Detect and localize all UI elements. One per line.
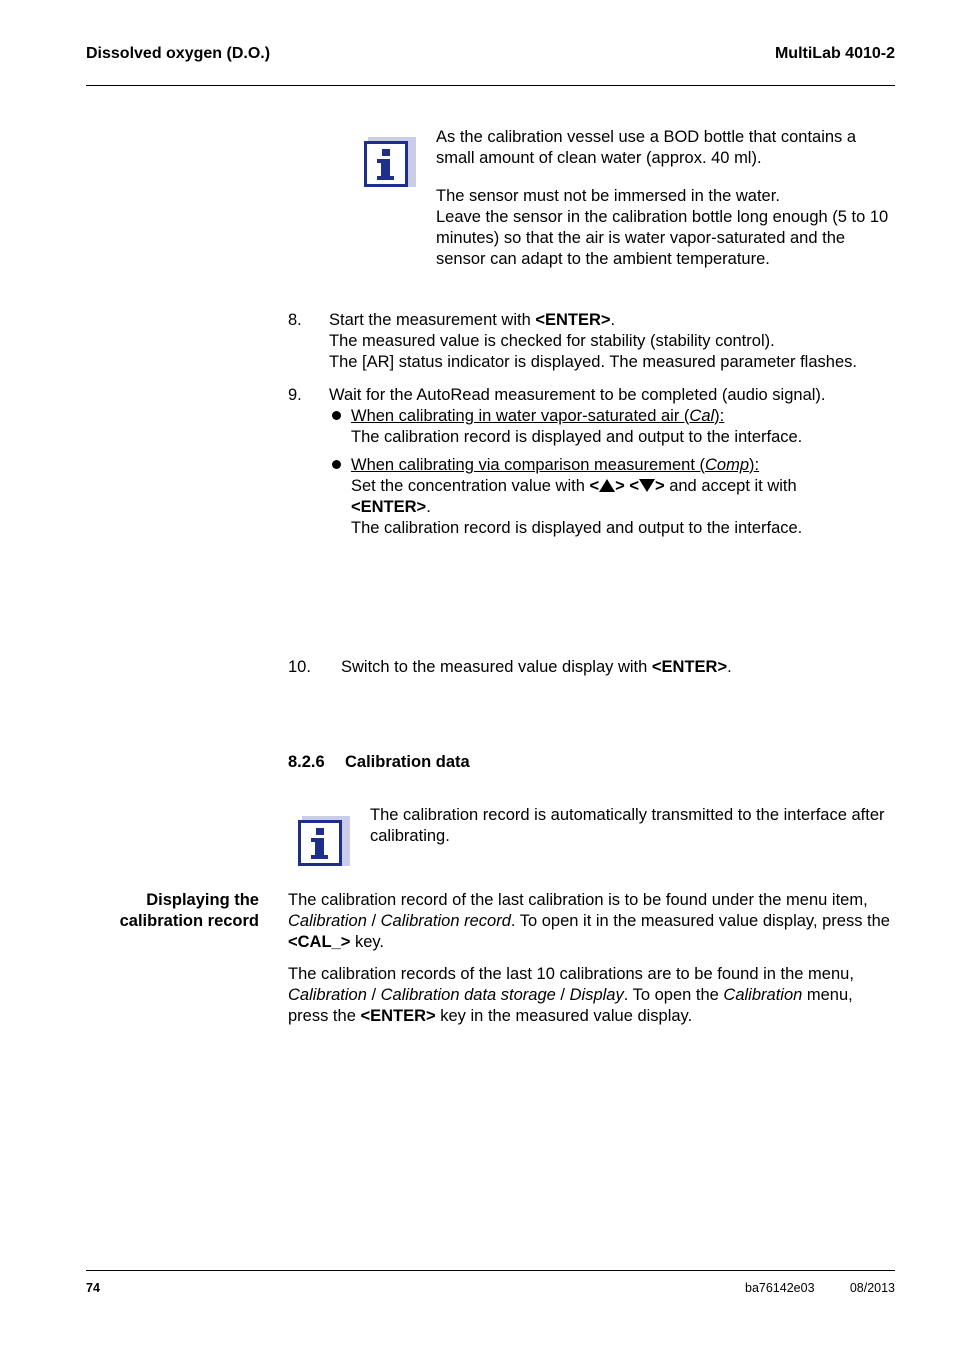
step-number: 8. [288, 311, 302, 329]
enter-key: <ENTER> [360, 1007, 436, 1025]
bullet-comp: When calibrating via comparison measurement (Comp): Set the concentration value with < > < > and accept it with <ENTER>. The calibration record is displayed and output to the interface. [351, 456, 803, 537]
info-note-calibration-record: The calibration record is automatically transmitted to the interface after calibrating. [370, 806, 885, 845]
menu-item: Calibration data storage [380, 986, 556, 1004]
arrow-down-icon [639, 479, 655, 492]
menu-item: Calibration record [380, 912, 511, 930]
note-paragraph: Leave the sensor in the calibration bottle long enough (5 to 10 minutes) so that the air is water vapor-saturated and the sensor can adapt to the ambient temperature. [436, 208, 889, 268]
paragraph-calibration-storage: The calibration records of the last 10 calibrations are to be found in the menu, Calibration / Calibration data storage / Display. To open the Calibration menu, press the <ENTER> key in the measured value display. [288, 965, 854, 1025]
up-key: < > < > [589, 477, 665, 495]
menu-item: Calibration [288, 912, 367, 930]
footer-rule [86, 1270, 895, 1271]
document-id: ba76142e03 [745, 1281, 815, 1295]
note-paragraph: The sensor must not be immersed in the water. [436, 187, 780, 205]
header-product-name: MultiLab 4010-2 [774, 45, 895, 62]
menu-item: Calibration [723, 986, 803, 1004]
header-rule [86, 85, 895, 86]
document-date: 08/2013 [849, 1281, 895, 1295]
enter-key: <ENTER> [651, 658, 728, 676]
info-icon [298, 816, 350, 870]
bullet-cal: When calibrating in water vapor-saturated air (Cal): The calibration record is displayed and output to the interface. [351, 407, 803, 446]
step-8: Start the measurement with <ENTER>. The measured value is checked for stability (stability control). The [AR] status indicator is displayed. The measured parameter flashes. [329, 311, 857, 371]
menu-item: Display [569, 986, 624, 1004]
page-number: 74 [86, 1281, 100, 1295]
bullet-icon [332, 411, 341, 420]
cal-key: <CAL_> [288, 933, 351, 951]
arrow-up-icon [599, 479, 615, 492]
step-9: Wait for the AutoRead measurement to be completed (audio signal). [329, 386, 826, 404]
info-note-calibration-vessel [436, 127, 896, 270]
section-number: 8.2.6 [288, 753, 325, 771]
note-paragraph: As the calibration vessel use a BOD bottle that contains a small amount of clean water (approx. 40 ml). [436, 128, 857, 167]
step-number: 9. [288, 386, 302, 404]
bullet-icon [332, 460, 341, 469]
paragraph-calibration-record: The calibration record of the last calibration is to be found under the menu item, Calibration / Calibration record. To open it in the measured value display, press the <CAL_> key. [288, 891, 890, 951]
side-heading: Displaying the calibration record [119, 891, 259, 930]
enter-key: <ENTER> [535, 311, 611, 329]
enter-key: <ENTER> [351, 498, 427, 516]
menu-item: Calibration [288, 986, 367, 1004]
step-10: Switch to the measured value display with <ENTER>. [341, 658, 732, 676]
header-section-title: Dissolved oxygen (D.O.) [86, 45, 271, 62]
section-title: Calibration data [345, 753, 470, 771]
step-number: 10. [288, 658, 311, 676]
info-icon [364, 137, 416, 191]
